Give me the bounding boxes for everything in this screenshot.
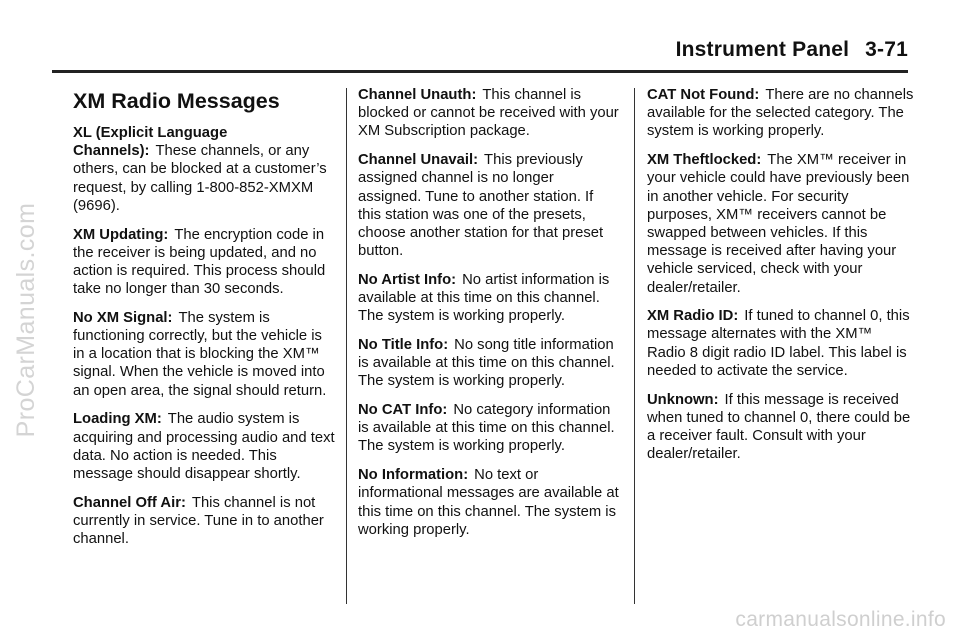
message-term: No CAT Info: bbox=[358, 402, 448, 419]
message-entry bbox=[647, 307, 915, 380]
message-description: This channel is not currently in service. Tune in to another channel. bbox=[73, 494, 324, 548]
message-entry bbox=[358, 336, 620, 391]
page-number: 3-71 bbox=[865, 38, 908, 61]
message-term: Loading XM: bbox=[73, 411, 162, 428]
message-entry bbox=[73, 226, 335, 299]
column-2 bbox=[358, 86, 620, 549]
footer-watermark: carmanualsonline.info bbox=[735, 608, 946, 631]
message-description: No artist information is available at this time on this channel. The system is working properly. bbox=[358, 271, 610, 325]
message-entry bbox=[73, 494, 335, 549]
section-title: Instrument Panel bbox=[675, 38, 850, 61]
message-term: Channel Unavail: bbox=[358, 152, 479, 169]
message-term: CAT Not Found: bbox=[647, 87, 760, 103]
column-divider-2 bbox=[634, 88, 635, 604]
section-heading: XM Radio Messages bbox=[73, 89, 280, 113]
message-term: Channel Off Air: bbox=[73, 494, 186, 511]
message-description: This channel is blocked or cannot be received with your XM Subscription package. bbox=[358, 87, 619, 140]
column-divider-1 bbox=[346, 88, 347, 604]
message-term: XM Radio ID: bbox=[647, 308, 739, 325]
message-description: If tuned to channel 0, this message alternates with the XM™ Radio 8 digit radio ID label. This label is needed to activate the service. bbox=[647, 308, 910, 379]
message-term: No XM Signal: bbox=[73, 309, 173, 326]
message-entry bbox=[358, 401, 620, 456]
running-header bbox=[676, 38, 908, 62]
message-term: Channel Unauth: bbox=[358, 87, 477, 103]
message-term: XM Theftlocked: bbox=[647, 152, 762, 169]
message-description: The system is functioning correctly, but the vehicle is in a location that is blocking the XM™ signal. When the vehicle is moved into an open area, the signal should return. bbox=[73, 309, 327, 399]
message-entry bbox=[358, 151, 620, 260]
message-term: Unknown: bbox=[647, 391, 719, 408]
message-entry bbox=[647, 86, 915, 141]
message-description: The XM™ receiver in your vehicle could have previously been in another vehicle. For security purposes, XM™ receivers cannot be swapped between vehicles. If this message is received after having your vehicle serviced, check with your dealer/retailer. bbox=[647, 152, 910, 296]
message-description: This previously assigned channel is no longer assigned. Tune to another station. If this station was one of the presets, choose another station for that preset button. bbox=[358, 152, 604, 260]
message-term: No Artist Info: bbox=[358, 271, 457, 288]
column-3 bbox=[647, 86, 915, 474]
message-description: The audio system is acquiring and processing audio and text data. No action is needed. This message should disappear shortly. bbox=[73, 411, 335, 482]
side-watermark: ProCarManuals.com bbox=[12, 202, 40, 438]
message-entry bbox=[647, 151, 915, 297]
message-description: No song title information is available at this time on this channel. The system is working properly. bbox=[358, 336, 615, 390]
message-description: No category information is available at this time on this channel. The system is working properly. bbox=[358, 402, 615, 455]
message-description: No text or informational messages are available at this time on this channel. The system is working properly. bbox=[358, 467, 619, 538]
message-term: XM Updating: bbox=[73, 226, 169, 243]
message-entry bbox=[358, 271, 620, 326]
header-rule bbox=[52, 70, 908, 73]
message-description: If this message is received when tuned to channel 0, there could be a receiver fault. Consult with your dealer/retailer. bbox=[647, 391, 911, 463]
message-description: The encryption code in the receiver is being updated, and no action is required. This process should take no longer than 30 seconds. bbox=[73, 226, 326, 298]
message-description: There are no channels available for the selected category. The system is working properly. bbox=[647, 87, 914, 140]
message-description: These channels, or any others, can be blocked at a customer’s request, by calling 1-800-852-XMXM (9696). bbox=[73, 143, 327, 214]
message-entry bbox=[73, 309, 335, 400]
column-1 bbox=[73, 86, 335, 559]
message-entry bbox=[358, 86, 620, 141]
message-term: XL (Explicit Language Channels): bbox=[73, 125, 228, 160]
message-term: No Title Info: bbox=[358, 336, 449, 353]
message-entry bbox=[358, 466, 620, 539]
message-entry bbox=[647, 391, 915, 464]
message-entry bbox=[73, 410, 335, 483]
message-entry bbox=[73, 124, 335, 215]
message-term: No Information: bbox=[358, 467, 469, 484]
